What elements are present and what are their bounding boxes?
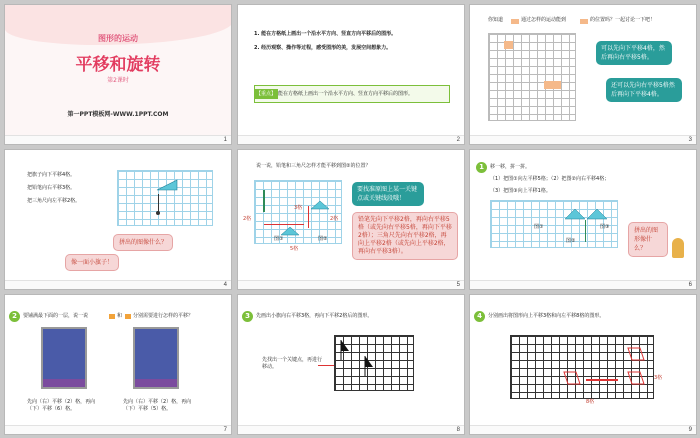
slide-number: 4: [223, 282, 227, 288]
slide-8[interactable]: [237, 294, 465, 435]
slide-9[interactable]: [469, 294, 697, 435]
triangle-b-icon: [586, 208, 608, 220]
label-3: 3格: [654, 375, 663, 381]
label-3: 3格: [294, 205, 303, 211]
key-tag: 【重点】: [256, 91, 277, 97]
arrow-left: [586, 379, 618, 381]
slide-number: 9: [688, 427, 692, 433]
slide-6[interactable]: [469, 149, 697, 290]
shape-original-icon: [626, 371, 646, 385]
footer: [5, 425, 231, 434]
footer: [238, 135, 464, 144]
footer: [470, 425, 696, 434]
instruction-3: 把三角尺向左平移2格。: [27, 198, 81, 204]
title-a: 要铺满最下面的一层，说一说: [23, 313, 89, 319]
piece-b: [125, 314, 131, 319]
step-badge: 2: [9, 311, 20, 322]
fig-3: 图③: [600, 224, 610, 230]
grid-3: [488, 33, 576, 121]
slide-4[interactable]: [4, 149, 232, 290]
footer: [238, 280, 464, 289]
piece-a: [109, 314, 115, 319]
slide-3[interactable]: [469, 4, 697, 145]
top-title: 图形的运动: [98, 34, 138, 43]
title-c: 分别需要进行怎样的平移？: [133, 313, 194, 319]
fig-2: 图②: [566, 238, 576, 244]
caption-2: 先向（右）平移（2）格，再向（下）平移（5）格。: [123, 399, 192, 412]
subtitle: 第2课时: [107, 77, 129, 84]
footer: [470, 135, 696, 144]
path-red-h: [264, 224, 304, 225]
note-arrow: [318, 365, 334, 366]
question: 说一说，铅笔和三角尺怎样才能平移到图②的位置？: [256, 163, 371, 169]
fig-1: 图①: [534, 224, 544, 230]
question-b: 通过怎样的运动能到: [521, 17, 567, 23]
slide-5[interactable]: [237, 149, 465, 290]
question-c: 的位置吗？一起讨论一下吧！: [590, 17, 656, 23]
note: 先找出一个关键点，再进行移动。: [262, 357, 323, 370]
slide-1[interactable]: [4, 4, 232, 145]
step-badge: 3: [242, 311, 253, 322]
slide-number: 3: [688, 137, 692, 143]
slide-7[interactable]: [4, 294, 232, 435]
goal-1: 1. 能在方格纸上画出一个沿水平方向、竖直方向平移后的图形。: [254, 31, 397, 37]
flag-pole: [158, 194, 159, 212]
triangle-2-icon: [310, 200, 330, 210]
slide-number: 1: [223, 137, 227, 143]
hint-bubble: 要找准原图上某一关键点或关键线段哦！: [352, 182, 424, 206]
title: 分别画出将图形向上平移3格和向左平移8格的图形。: [488, 313, 605, 319]
footer: [5, 280, 231, 289]
grid-9: [510, 335, 654, 399]
answer-2: 还可以先向右平移5格然后再向下平移4格。: [606, 78, 682, 102]
site-label: 第一PPT模板网-WWW.1PPT.COM: [67, 111, 169, 118]
shape-left-icon: [562, 371, 582, 385]
cartoon-character: [672, 238, 684, 258]
start-square: [504, 41, 513, 49]
pole: [585, 220, 586, 242]
question-a: 你知道: [488, 17, 504, 23]
triangle-1-icon: [280, 226, 300, 236]
answer-1: 可以先向下平移4格，然后再向右平移5格。: [596, 41, 672, 65]
slide-2[interactable]: [237, 4, 465, 145]
label-8: 8格: [586, 399, 595, 405]
footer: [470, 280, 696, 289]
instruction-1: 把旗子向下平移4格。: [27, 172, 76, 178]
item-1-2: （1）把图①向左平移5格；（2）把图②向右平移4格；: [490, 176, 610, 182]
flag-moved-icon: [363, 355, 377, 377]
goal-2: 2. 经历观察、操作等过程，感受图形的美，发展空间想象力。: [254, 45, 392, 51]
source-square: [511, 19, 519, 24]
end-square: [544, 81, 561, 89]
label-5: 5格: [290, 246, 299, 252]
key-text: 能在方格纸上画出一个沿水平方向、竖直方向平移后的图形。: [278, 91, 414, 97]
target-square-legend: [580, 19, 588, 24]
label-2a: 2格: [243, 216, 252, 222]
step-badge: 1: [476, 162, 487, 173]
bubble-answer: 像一面小旗子！: [65, 254, 119, 271]
main-title: 平移和旋转: [75, 55, 161, 75]
triangle-a-icon: [564, 208, 586, 220]
pencil: [263, 190, 265, 212]
flag-base: [156, 211, 160, 215]
item-3: （3）把图③向上平移1格。: [490, 188, 551, 194]
caption-1: 先向（右）平移（2）格，再向（下）平移（6）格。: [27, 399, 96, 412]
answer-bubble: 铅笔先向下平移2格，再向右平移5格（或先向右平移5格，再向下平移2格）；三角尺先向右平移2格，再向上平移2格（或先向上平移2格，再向右平移3格）。: [352, 212, 458, 260]
slide-number: 5: [456, 282, 460, 288]
step-badge: 4: [474, 311, 485, 322]
bubble: 拼出的图形像什么？: [628, 222, 668, 257]
triangle-ruler-icon: [155, 178, 179, 192]
bubble-question: 拼出的图像什么？: [113, 234, 173, 251]
footer: [238, 425, 464, 434]
tetris-bottom-2: [135, 379, 177, 387]
tetris-bottom-1: [43, 379, 85, 387]
label-2b: 2格: [330, 216, 339, 222]
slide-number: 7: [223, 427, 227, 433]
shape-up-icon: [626, 347, 646, 361]
slide-number: 6: [688, 282, 692, 288]
title: 先画出小旗向右平移3格，再向下平移2格后的图形。: [256, 313, 373, 319]
instruction-2: 把铅笔向右平移3格。: [27, 185, 76, 191]
slide-number: 2: [456, 137, 460, 143]
fig-2: 图②: [318, 236, 328, 242]
path-red-v: [308, 206, 309, 228]
slide-number: 8: [456, 427, 460, 433]
flag-icon: [339, 339, 353, 361]
title-b: 和: [117, 313, 123, 319]
fig-1: 图①: [274, 236, 284, 242]
title: 移一移，拼一拼。: [490, 164, 531, 170]
footer: [5, 135, 231, 144]
